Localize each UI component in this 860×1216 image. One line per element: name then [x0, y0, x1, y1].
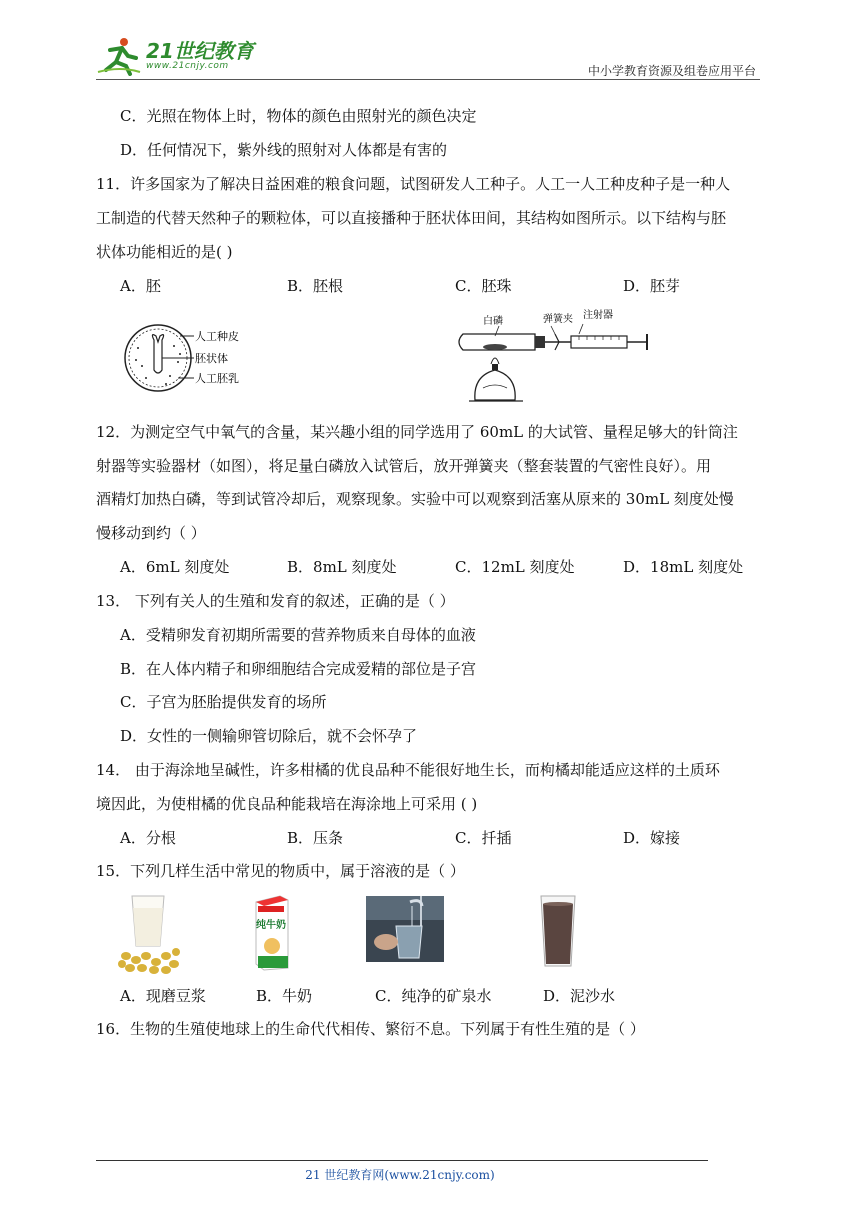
q11-stem-line-1: 11．许多国家为了解决日益困难的粮食问题，试图研发人工种子。人工一人工种皮种子是一种人 [96, 175, 731, 193]
q13-option-a: A．受精卵发育初期所需要的营养物质来自母体的血液 [120, 626, 476, 644]
q14-option-b: B．压条 [287, 829, 344, 847]
soy-milk-image [118, 890, 180, 974]
q14-stem-line-2: 境因此，为使柑橘的优良品种能栽培在海涂地上可采用 ( ) [96, 795, 478, 813]
q11-stem-line-3: 状体功能相近的是( ) [96, 243, 233, 261]
q15-option-a: A．现磨豆浆 [120, 987, 206, 1005]
muddy-water-image [535, 892, 581, 970]
label-white-phosphorus: 白磷 [483, 316, 503, 327]
q11-option-a: A．胚 [120, 277, 161, 295]
q11-option-d: D．胚芽 [623, 277, 681, 295]
q11-stem-line-2: 工制造的代替天然种子的颗粒体，可以直接播种于胚状体田间，其结构如图所示。以下结构与胚 [96, 209, 727, 227]
milk-carton-text: 纯牛奶 [256, 920, 286, 931]
header-divider [96, 79, 760, 80]
page-header [96, 30, 760, 80]
label-spring-clip: 弹簧夹 [543, 314, 573, 325]
q15-option-d: D．泥沙水 [543, 987, 616, 1005]
q12-option-a: A．6mL 刻度处 [120, 558, 230, 576]
q15-option-b: B．牛奶 [256, 987, 313, 1005]
q15-option-c: C．纯净的矿泉水 [375, 987, 492, 1005]
q13-stem: 13． 下列有关人的生殖和发育的叙述，正确的是（ ） [96, 592, 455, 610]
q14-option-d: D．嫁接 [623, 829, 681, 847]
q14-option-c: C．扦插 [455, 829, 512, 847]
mineral-water-image [366, 896, 444, 962]
q10-option-c: C．光照在物体上时，物体的颜色由照射光的颜色决定 [120, 107, 477, 125]
q12-option-b: B．8mL 刻度处 [287, 558, 397, 576]
label-syringe: 注射器 [583, 310, 613, 321]
q12-stem-line-1: 12．为测定空气中氧气的含量，某兴趣小组的同学选用了 60mL 的大试管、量程足够大的针筒注 [96, 423, 738, 441]
q12-stem-line-2: 射器等实验器材（如图），将足量白磷放入试管后，放开弹簧夹（整套装置的气密性良好）。用 [96, 457, 712, 475]
page-footer [0, 1166, 860, 1183]
site-logo[interactable] [96, 36, 254, 76]
oxygen-apparatus-figure [455, 304, 655, 408]
q10-option-d: D．任何情况下，紫外线的照射对人体都是有害的 [120, 141, 448, 159]
q12-option-d: D．18mL 刻度处 [623, 558, 744, 576]
runner-logo-icon [96, 36, 142, 76]
milk-carton-image [250, 892, 292, 972]
artificial-seed-figure [120, 318, 270, 398]
q13-option-c: C．子宫为胚胎提供发育的场所 [120, 693, 327, 711]
q16-stem: 16．生物的生殖使地球上的生命代代相传、繁衍不息。下列属于有性生殖的是（ ） [96, 1020, 645, 1038]
label-artificial-endosperm: 人工胚乳 [195, 372, 239, 385]
q12-option-c: C．12mL 刻度处 [455, 558, 575, 576]
q12-stem-line-3: 酒精灯加热白磷，等到试管冷却后，观察现象。实验中可以观察到活塞从原来的 30mL 刻度处慢 [96, 490, 734, 508]
footer-link[interactable]: 21 世纪教育网(www.21cnjy.com) [305, 1168, 495, 1182]
q15-stem: 15．下列几样生活中常见的物质中，属于溶液的是（ ） [96, 862, 465, 880]
q13-option-d: D．女性的一侧输卵管切除后，就不会怀孕了 [120, 727, 418, 745]
logo-sub-text: www.21cnjy.com [146, 61, 229, 71]
q13-option-b: B．在人体内精子和卵细胞结合完成爱精的部位是子宫 [120, 660, 477, 678]
footer-divider [96, 1160, 708, 1161]
q11-option-c: C．胚珠 [455, 277, 512, 295]
q12-stem-line-4: 慢移动到约（ ） [96, 524, 206, 542]
label-embryoid: 胚状体 [195, 352, 228, 365]
label-artificial-coat: 人工种皮 [195, 330, 239, 343]
q14-option-a: A．分根 [120, 829, 176, 847]
platform-name: 中小学教育资源及组卷应用平台 [587, 64, 756, 78]
q14-stem-line-1: 14． 由于海涂地呈碱性，许多柑橘的优良品种不能很好地生长，而枸橘却能适应这样的土质环 [96, 761, 720, 779]
logo-main-text: 21世纪教育 [146, 39, 254, 63]
q11-option-b: B．胚根 [287, 277, 344, 295]
